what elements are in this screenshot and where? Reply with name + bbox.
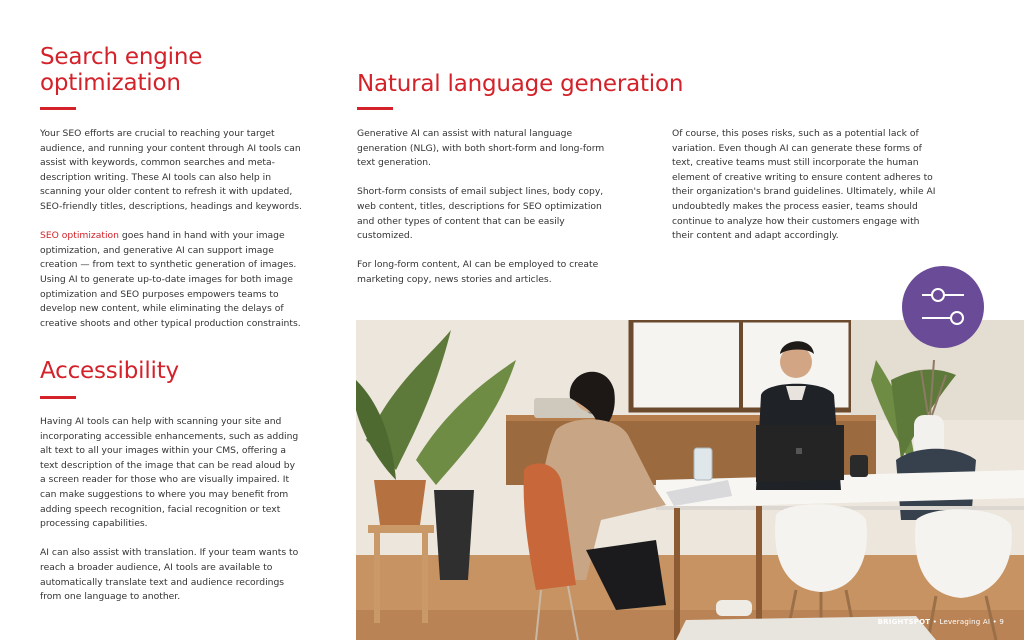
seo-body: [40, 127, 302, 346]
seo-paragraph-1: Your SEO efforts are crucial to reaching your target audience, and running your content through AI tools can assist with keywords, common searches and meta-description writing. These AI tools can also help in scanning your older content to refresh it with updated, SEO-friendly titles, descriptions, headings and keywords.: [40, 128, 302, 212]
office-photo: [356, 320, 1024, 640]
seo-paragraph-2-text: goes hand in hand with your image optimization, and generative AI can support image creation — from text to synthetic generation of images. Using AI to generate up-to-date images for both image optimization and SEO purposes empowers teams to develop new content, while eliminating the delays of creative shoots and other typical production constraints.: [40, 230, 301, 329]
nlg-body-right: [672, 127, 937, 258]
accessibility-heading: Accessibility: [40, 358, 179, 384]
accessibility-accent-rule: [40, 396, 76, 399]
page-footer: [878, 618, 1004, 626]
seo-accent-rule: [40, 107, 76, 110]
sliders-icon: [902, 266, 984, 348]
footer-page-number: 9: [999, 618, 1004, 626]
nlg-paragraph-2: Short-form consists of email subject lines, body copy, web content, titles, descriptions for SEO optimization and other types of content that can be easily customized.: [357, 186, 604, 242]
seo-heading: Search engine optimization: [40, 44, 203, 96]
office-photo-illustration: [356, 320, 1024, 640]
nlg-paragraph-4: Of course, this poses risks, such as a potential lack of variation. Even though AI can generate these forms of text, creative teams must still incorporate the human element of creative writing to ensure content adheres to their organization's brand guidelines. Ultimately, while AI undoubtedly makes the process easier, teams should continue to analyze how their customers engage with their content and adapt accordingly.: [672, 128, 936, 242]
nlg-body-left: [357, 127, 622, 302]
accessibility-paragraph-2: AI can also assist with translation. If your team wants to reach a broader audience, AI tools are available to automatically translate text and audience recordings from one language to another.: [40, 547, 299, 603]
seo-paragraph-2: [40, 229, 302, 331]
footer-separator-1: •: [932, 618, 938, 626]
accessibility-paragraph-1: Having AI tools can help with scanning your site and incorporating accessible enhancements, such as adding alt text to all your images within your CMS, offering a text description of the image that can be read aloud by a screen reader for those who are visually impaired. It can make suggestions to where you may benefit from adding speech recognition, facial recognition or text processing capabilities.: [40, 416, 299, 530]
footer-section: Leveraging AI: [939, 618, 991, 626]
footer-separator-2: •: [992, 618, 997, 626]
accessibility-body: [40, 415, 302, 619]
nlg-paragraph-1: Generative AI can assist with natural language generation (NLG), with both short-form and long-form text generation.: [357, 128, 605, 169]
nlg-paragraph-3: For long-form content, AI can be employed to create marketing copy, news stories and articles.: [357, 259, 599, 285]
sliders-badge: [902, 266, 984, 348]
nlg-accent-rule: [357, 107, 393, 110]
seo-optimization-link[interactable]: SEO optimization: [40, 230, 119, 242]
footer-brand: BRIGHTSPOT: [877, 618, 931, 626]
nlg-heading: Natural language generation: [357, 71, 684, 97]
